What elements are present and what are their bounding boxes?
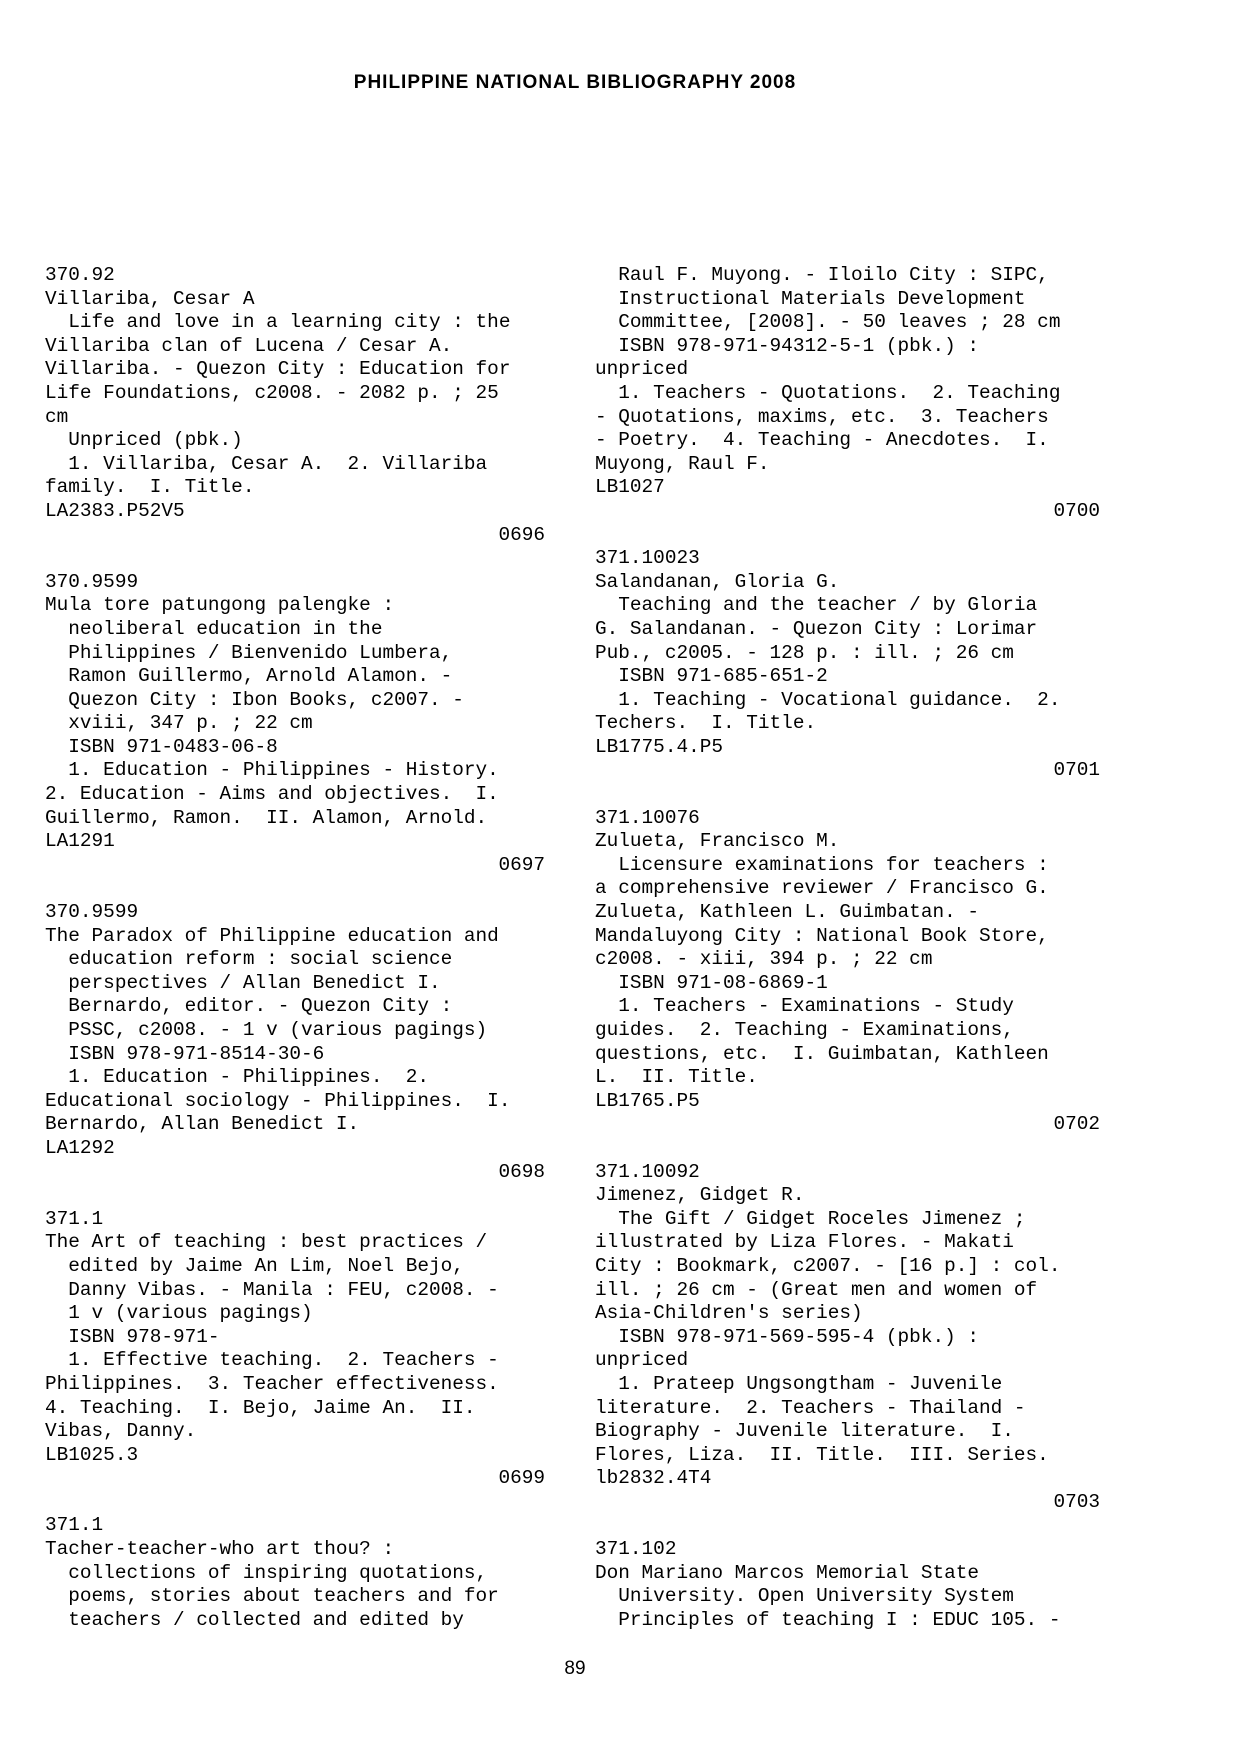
- entry-line: 371.102: [595, 1538, 677, 1561]
- entry-line: - Poetry. 4. Teaching - Anecdotes. I.: [595, 429, 1049, 452]
- catalog-entry: [595, 1538, 1100, 1632]
- entry-line: teachers / collected and edited by: [45, 1608, 464, 1631]
- entry-line: 370.9599: [45, 901, 139, 924]
- entry-line: Vibas, Danny.: [45, 1420, 197, 1443]
- entry-line: Quezon City : Ibon Books, c2007. -: [45, 688, 464, 711]
- entry-line: family. I. Title.: [45, 476, 255, 499]
- entry-line: Educational sociology - Philippines. I.: [45, 1089, 511, 1112]
- entry-line: Zulueta, Francisco M.: [595, 830, 840, 853]
- catalog-entry: [45, 1208, 545, 1491]
- entry-number: 0703: [1053, 1490, 1100, 1513]
- entry-line: ISBN 978-971-94312-5-1 (pbk.) :: [595, 334, 979, 357]
- entry-line: 1. Effective teaching. 2. Teachers -: [45, 1349, 499, 1372]
- entry-line: 1. Teachers - Quotations. 2. Teaching: [595, 381, 1061, 404]
- entry-line: ISBN 971-0483-06-8: [45, 735, 278, 758]
- catalog-entry: [45, 571, 545, 878]
- entry-line: Tacher-teacher-who art thou? :: [45, 1538, 395, 1561]
- entry-line: 371.1: [45, 1207, 104, 1230]
- entry-line: ISBN 971-08-6869-1: [595, 971, 828, 994]
- entry-line: Philippines / Bienvenido Lumbera,: [45, 641, 453, 664]
- entry-line: The Art of teaching : best practices /: [45, 1231, 488, 1254]
- entry-line: guides. 2. Teaching - Examinations,: [595, 1019, 1014, 1041]
- entry-line: Bernardo, editor. - Quezon City :: [45, 995, 453, 1018]
- entry-line: ISBN 978-971-569-595-4 (pbk.) :: [595, 1325, 979, 1348]
- entry-line: Mula tore patungong palengke :: [45, 594, 395, 617]
- catalog-entry: [45, 264, 545, 547]
- entry-line: Ramon Guillermo, Arnold Alamon. -: [45, 665, 453, 688]
- entry-line: L. II. Title.: [595, 1066, 758, 1089]
- entry-line: Flores, Liza. II. Title. III. Series.: [595, 1443, 1049, 1466]
- entry-line: 371.10076: [595, 806, 700, 829]
- entry-line: - Quotations, maxims, etc. 3. Teachers: [595, 405, 1049, 428]
- entry-line: PSSC, c2008. - 1 v (various pagings): [45, 1019, 488, 1041]
- entry-line: 371.1: [45, 1514, 104, 1537]
- entry-line: LA1292: [45, 1136, 115, 1159]
- entry-line: Committee, [2008]. - 50 leaves ; 28 cm: [595, 311, 1061, 334]
- entry-line: G. Salandanan. - Quezon City : Lorimar: [595, 617, 1038, 640]
- entry-line: ISBN 978-971-8514-30-6: [45, 1042, 325, 1065]
- entry-line: Instructional Materials Development: [595, 287, 1026, 310]
- entry-line: 1. Education - Philippines. 2.: [45, 1066, 429, 1089]
- entry-line: Techers. I. Title.: [595, 712, 817, 735]
- entry-line: a comprehensive reviewer / Francisco G.: [595, 877, 1049, 900]
- entry-line: LB1765.P5: [595, 1089, 700, 1112]
- entry-line: Villariba. - Quezon City : Education for: [45, 358, 511, 381]
- entry-line: ill. ; 26 cm - (Great men and women of: [595, 1278, 1038, 1301]
- entry-line: Principles of teaching I : EDUC 105. -: [595, 1608, 1061, 1631]
- entry-line: Teaching and the teacher / by Gloria: [595, 594, 1038, 617]
- entry-line: Asia-Children's series): [595, 1302, 863, 1325]
- page-number: 89: [564, 1658, 586, 1679]
- entry-line: Villariba clan of Lucena / Cesar A.: [45, 334, 453, 357]
- entry-line: 1. Teaching - Vocational guidance. 2.: [595, 688, 1061, 711]
- entry-number: 0700: [1053, 499, 1100, 522]
- entry-line: Danny Vibas. - Manila : FEU, c2008. -: [45, 1278, 499, 1301]
- entry-line: literature. 2. Teachers - Thailand -: [595, 1396, 1026, 1419]
- entry-line: 1 v (various pagings): [45, 1302, 313, 1325]
- entry-line: Life and love in a learning city : the: [45, 311, 511, 334]
- entry-line: 1. Teachers - Examinations - Study: [595, 995, 1014, 1018]
- catalog-entry: [595, 264, 1100, 524]
- entry-line: 370.9599: [45, 570, 139, 593]
- catalog-entry: [595, 807, 1100, 1137]
- right-column: [595, 264, 1100, 1656]
- entry-line: c2008. - xiii, 394 p. ; 22 cm: [595, 948, 933, 971]
- entry-line: 371.10023: [595, 547, 700, 570]
- entry-line: questions, etc. I. Guimbatan, Kathleen: [595, 1042, 1049, 1065]
- entry-line: The Paradox of Philippine education and: [45, 924, 499, 947]
- entry-line: LA1291: [45, 830, 115, 853]
- catalog-entry: [595, 547, 1100, 783]
- entry-line: neoliberal education in the: [45, 617, 383, 640]
- entry-line: Unpriced (pbk.): [45, 429, 243, 452]
- entry-line: The Gift / Gidget Roceles Jimenez ;: [595, 1207, 1026, 1230]
- entry-line: LB1025.3: [45, 1443, 139, 1466]
- entry-line: Philippines. 3. Teacher effectiveness.: [45, 1372, 499, 1395]
- left-column: [45, 264, 545, 1656]
- entry-line: education reform : social science: [45, 948, 453, 971]
- catalog-entry: [595, 1161, 1100, 1515]
- entry-line: 1. Education - Philippines - History.: [45, 759, 499, 782]
- entry-line: illustrated by Liza Flores. - Makati: [595, 1231, 1014, 1254]
- entry-line: 371.10092: [595, 1160, 700, 1183]
- entry-line: unpriced: [595, 1349, 689, 1372]
- entry-line: LB1027: [595, 476, 665, 499]
- entry-line: 370.92: [45, 264, 115, 286]
- entry-line: Muyong, Raul F.: [595, 452, 770, 475]
- entry-line: Don Mariano Marcos Memorial State: [595, 1561, 979, 1584]
- entry-line: Jimenez, Gidget R.: [595, 1184, 805, 1207]
- entry-line: Zulueta, Kathleen L. Guimbatan. -: [595, 901, 979, 924]
- entry-line: Biography - Juvenile literature. I.: [595, 1420, 1014, 1443]
- entry-number: 0702: [1053, 1113, 1100, 1136]
- entry-line: 1. Villariba, Cesar A. 2. Villariba: [45, 452, 488, 475]
- entry-line: cm: [45, 405, 69, 428]
- entry-line: Mandaluyong City : National Book Store,: [595, 924, 1049, 947]
- entry-line: perspectives / Allan Benedict I.: [45, 971, 441, 994]
- entry-line: Licensure examinations for teachers :: [595, 853, 1049, 876]
- entry-line: 4. Teaching. I. Bejo, Jaime An. II.: [45, 1396, 476, 1419]
- entry-number: 0698: [498, 1160, 545, 1183]
- entry-line: Life Foundations, c2008. - 2082 p. ; 25: [45, 381, 499, 404]
- entry-line: edited by Jaime An Lim, Noel Bejo,: [45, 1254, 464, 1277]
- entry-line: Guillermo, Ramon. II. Alamon, Arnold.: [45, 806, 488, 829]
- entry-number: 0701: [1053, 759, 1100, 782]
- entry-line: LA2383.P52V5: [45, 499, 185, 522]
- entry-line: Raul F. Muyong. - Iloilo City : SIPC,: [595, 264, 1049, 286]
- entry-line: Salandanan, Gloria G.: [595, 570, 840, 593]
- entry-line: LB1775.4.P5: [595, 735, 723, 758]
- entry-line: Villariba, Cesar A: [45, 287, 255, 310]
- entry-number: 0697: [498, 853, 545, 876]
- entry-line: 2. Education - Aims and objectives. I.: [45, 783, 499, 806]
- entry-number: 0699: [498, 1467, 545, 1490]
- entry-line: xviii, 347 p. ; 22 cm: [45, 712, 313, 735]
- page-header: PHILIPPINE NATIONAL BIBLIOGRAPHY 2008: [353, 72, 797, 93]
- entry-line: Bernardo, Allan Benedict I.: [45, 1113, 360, 1136]
- entry-line: City : Bookmark, c2007. - [16 p.] : col.: [595, 1254, 1061, 1277]
- entry-line: lb2832.4T4: [595, 1467, 712, 1490]
- entry-line: 1. Prateep Ungsongtham - Juvenile: [595, 1372, 1003, 1395]
- entry-line: collections of inspiring quotations,: [45, 1561, 488, 1584]
- catalog-entry: [45, 901, 545, 1184]
- entry-line: poems, stories about teachers and for: [45, 1585, 499, 1608]
- entry-line: Pub., c2005. - 128 p. : ill. ; 26 cm: [595, 641, 1014, 664]
- entry-number: 0696: [498, 523, 545, 546]
- entry-line: University. Open University System: [595, 1585, 1014, 1608]
- entry-line: unpriced: [595, 358, 689, 381]
- catalog-entry: [45, 1514, 545, 1632]
- entry-line: ISBN 971-685-651-2: [595, 665, 828, 688]
- entry-line: ISBN 978-971-: [45, 1325, 220, 1348]
